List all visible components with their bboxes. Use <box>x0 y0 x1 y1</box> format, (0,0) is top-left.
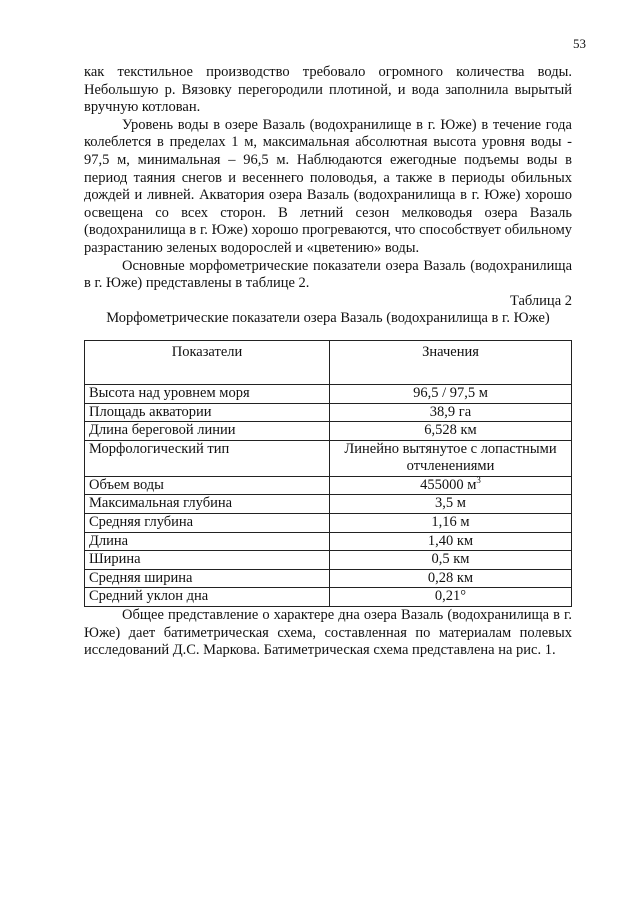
table-title: Морфометрические показатели озера Вазаль (водохранилища в г. Юже) <box>106 310 550 327</box>
paragraph-2: Уровень воды в озере Вазаль (водохранилище в г. Юже) в течение года колеблется в пределах 1 м, максимальная абсолютная высота уровня воды - 97,5 м, минимальная – 96,5 м. Наблюдаются ежегодные подъемы воды в период таяния снегов и весеннего половодья, а также в периоды обильных дождей и ливней. Акватория озера Вазаль (водохранилища в г. Юже) хорошо освещена со всех сторон. В летний сезон мелководья озера Вазаль (водохранилища в г. Юже) хорошо прогреваются, что способствует обильному разрастанию зеленых водорослей и «цветению» воды. <box>84 116 572 256</box>
page-number: 53 <box>573 36 586 51</box>
row-name: Высота над уровнем моря <box>85 384 330 403</box>
row-name: Средняя ширина <box>85 569 330 588</box>
row-name: Площадь акватории <box>85 403 330 422</box>
row-value: 0,28 км <box>330 569 572 588</box>
table-row <box>85 440 572 476</box>
row-name: Средняя глубина <box>85 514 330 533</box>
header-values: Значения <box>330 340 572 384</box>
row-name: Морфологический тип <box>85 440 330 476</box>
row-name: Средний уклон дна <box>85 588 330 607</box>
table-row <box>85 569 572 588</box>
row-name: Объем воды <box>85 476 330 495</box>
paragraph-3: Основные морфометрические показатели озера Вазаль (водохранилища в г. Юже) представлены в таблице 2. <box>84 257 572 292</box>
table-row <box>85 588 572 607</box>
row-name: Длина береговой линии <box>85 422 330 441</box>
row-value: 1,16 м <box>330 514 572 533</box>
table-row <box>85 551 572 570</box>
table-row <box>85 403 572 422</box>
table-header-row <box>85 340 572 384</box>
row-name: Максимальная глубина <box>85 495 330 514</box>
header-indicators: Показатели <box>85 340 330 384</box>
table-row <box>85 495 572 514</box>
row-value: 1,40 км <box>330 532 572 551</box>
paragraph-1: как текстильное производство требовало огромного количества воды. Небольшую р. Вязовку перегородили плотиной, и вода заполнила вырытый вручную котлован. <box>84 64 572 116</box>
table-row <box>85 384 572 403</box>
cubic-superscript: 3 <box>476 475 481 486</box>
morphometric-table <box>84 340 572 607</box>
closing-paragraph: Общее представление о характере дна озера Вазаль (водохранилища в г. Юже) дает батиметрическая схема, составленная по материалам полевых исследований Д.С. Маркова. Батиметрическая схема представлена на рис. 1. <box>84 607 572 659</box>
table-row <box>85 422 572 441</box>
row-value: 3,5 м <box>330 495 572 514</box>
row-value: 0,21° <box>330 588 572 607</box>
row-value: Линейно вытянутое с лопастными отчленениями <box>330 440 572 476</box>
volume-value: 455000 м <box>420 476 477 493</box>
body-text <box>84 64 572 660</box>
row-name: Ширина <box>85 551 330 570</box>
table-row <box>85 514 572 533</box>
row-value: 96,5 / 97,5 м <box>330 384 572 403</box>
table-row <box>85 532 572 551</box>
row-value <box>330 476 572 495</box>
table-label: Таблица 2 <box>509 292 572 309</box>
table-row <box>85 476 572 495</box>
row-value: 0,5 км <box>330 551 572 570</box>
row-value: 6,528 км <box>330 422 572 441</box>
row-value: 38,9 га <box>330 403 572 422</box>
row-name: Длина <box>85 532 330 551</box>
